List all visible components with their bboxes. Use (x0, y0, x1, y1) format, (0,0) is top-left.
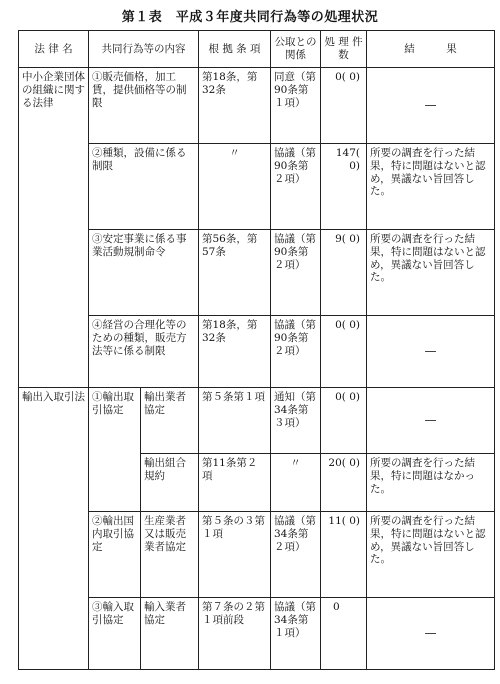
table-title: 第１表 平成３年度共同行為等の処理状況 (121, 10, 379, 25)
relation-cell: 協議（第90条第２項） (271, 230, 321, 316)
result-cell: 所要の調査を行った結果，特に問題はないと認め，異議ない旨回答した。 (367, 144, 495, 230)
header-content: 共同行為等の内容 (89, 31, 199, 68)
header-count: 処 理 件 数 (321, 31, 367, 68)
count-cell: 0( 0) (321, 316, 367, 388)
law-name: 中小企業団体の組織に関する法律 (19, 68, 89, 388)
result-cell: — (367, 598, 495, 670)
content-sub-cell: 輸出業者協定 (141, 388, 199, 454)
header-relation: 公取との関係 (271, 31, 321, 68)
content-cell: ③安定事業に係る事業活動規制命令 (89, 230, 199, 316)
header-row (19, 31, 495, 68)
header-basis: 根 拠 条 項 (199, 31, 271, 68)
content-sub-cell: 生産業者又は販売業者協定 (141, 512, 199, 598)
result-cell: — (367, 68, 495, 144)
relation-cell: 通知（第34条第３項） (271, 388, 321, 454)
content-cell: ②種類，設備に係る制限 (89, 144, 199, 230)
table-row (19, 68, 495, 144)
count-cell: 0( 0) (321, 388, 367, 454)
table-row (19, 388, 495, 454)
table-row (19, 512, 495, 598)
basis-cell: 第18条，第32条 (199, 316, 271, 388)
law-name: 輸出入取引法 (19, 388, 89, 670)
basis-cell: 第５条の３第１項 (199, 512, 271, 598)
content-cell: ①輸出取引協定 (89, 388, 141, 512)
count-cell: 9( 0) (321, 230, 367, 316)
basis-cell: 〃 (199, 144, 271, 230)
basis-cell: 第56条，第57条 (199, 230, 271, 316)
content-sub-cell: 輸出組合規約 (141, 454, 199, 512)
table-row (19, 316, 495, 388)
content-cell: ②輸出国内取引協定 (89, 512, 141, 598)
count-cell: 0 (321, 598, 367, 670)
relation-cell: 同意（第90条第１項） (271, 68, 321, 144)
basis-cell: 第18条，第32条 (199, 68, 271, 144)
basis-cell: 第５条第１項 (199, 388, 271, 454)
result-cell: 所要の調査を行った結果，特に問題はないと認め，異議ない旨回答した。 (367, 230, 495, 316)
content-cell: ③輸入取引協定 (89, 598, 141, 670)
relation-cell: 協議（第34条第２項） (271, 512, 321, 598)
count-cell: 11( 0) (321, 512, 367, 598)
basis-cell: 第11条第２項 (199, 454, 271, 512)
relation-cell: 協議（第34条第１項） (271, 598, 321, 670)
table-row (19, 598, 495, 670)
count-cell: 20( 0) (321, 454, 367, 512)
table-row (19, 230, 495, 316)
result-cell: — (367, 316, 495, 388)
relation-cell: 協議（第90条第２項） (271, 316, 321, 388)
count-cell: 0( 0) (321, 68, 367, 144)
table-row (19, 144, 495, 230)
relation-cell: 協議（第90条第２項） (271, 144, 321, 230)
header-result: 結 果 (367, 31, 495, 68)
count-cell: 147( 0) (321, 144, 367, 230)
content-cell: ①販売価格，加工賃，提供価格等の制限 (89, 68, 199, 144)
content-cell: ④経営の合理化等のための種類，販売方法等に係る制限 (89, 316, 199, 388)
result-cell: — (367, 388, 495, 454)
result-cell: 所要の調査を行った結果，特に問題はないと認め，異議ない旨回答した。 (367, 512, 495, 598)
header-law: 法 律 名 (19, 31, 89, 68)
content-sub-cell: 輸入業者協定 (141, 598, 199, 670)
processing-status-table (18, 30, 495, 670)
basis-cell: 第７条の２第１項前段 (199, 598, 271, 670)
relation-cell: 〃 (271, 454, 321, 512)
result-cell: 所要の調査を行った結果，特に問題はなかった。 (367, 454, 495, 512)
